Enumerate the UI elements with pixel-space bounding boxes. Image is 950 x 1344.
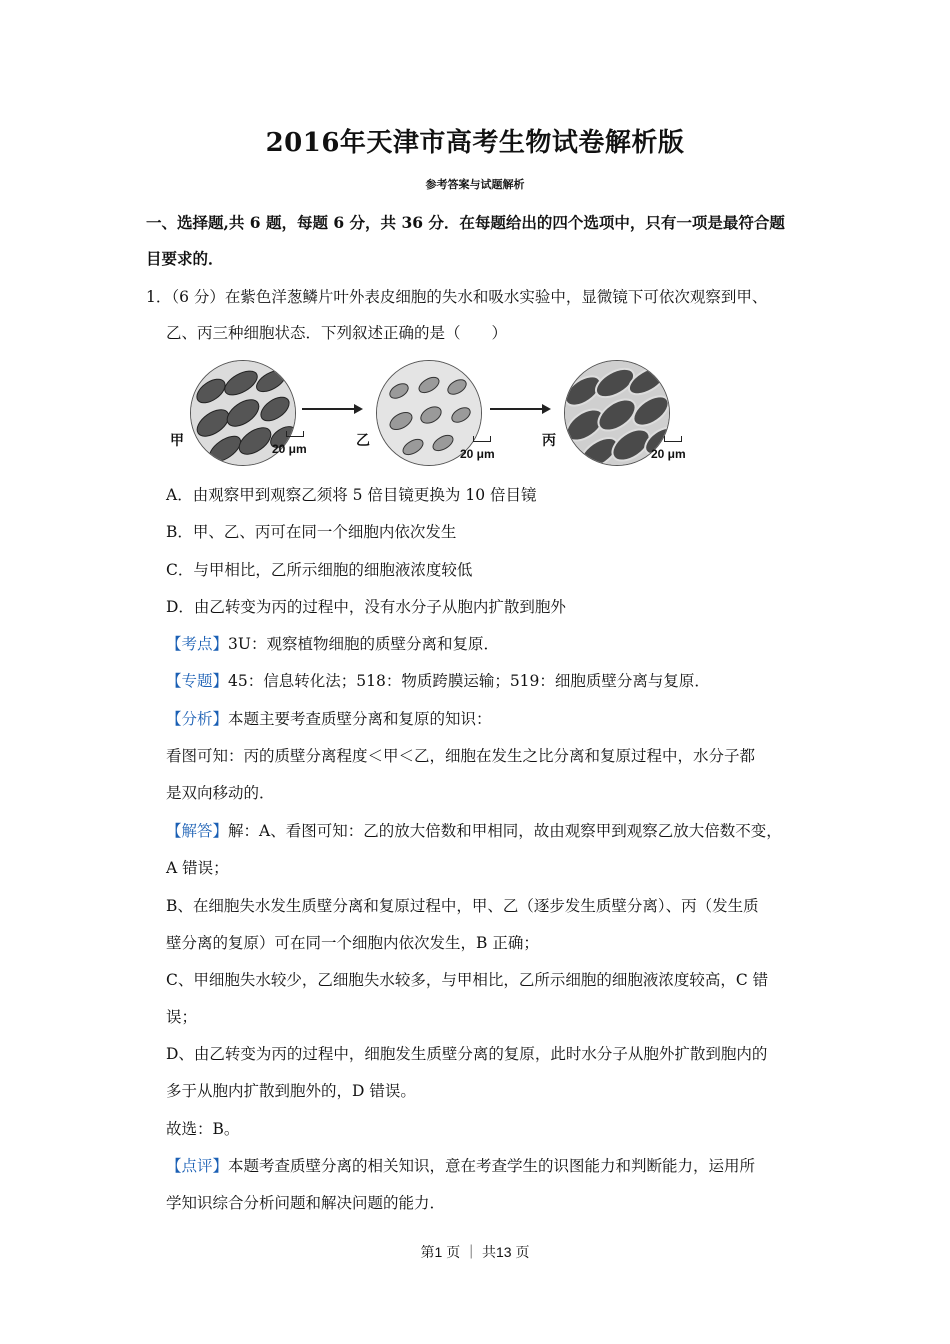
jieda-line-7: D、由乙转变为丙的过程中，细胞发生质壁分离的复原，此时水分子从胞外扩散到胞内的 (166, 1045, 768, 1063)
jieda-line-2: A 错误； (166, 859, 229, 877)
zhuanti-line (166, 670, 710, 692)
jieda-text: 解：A、看图可知：乙的放大倍数和甲相同，故由观察甲到观察乙放大倍数不变， (228, 822, 782, 840)
fenxi-line-2: 看图可知：丙的质壁分离程度＜甲＜乙，细胞在发生之比分离和复原过程中，水分子都 (166, 747, 756, 765)
kaodian-tag: 【考点】 (166, 635, 229, 653)
scale-bar-jia (286, 431, 304, 437)
page-footer: 第1 页 ｜ 共13 页 (420, 1244, 530, 1260)
kaodian-text: 3U：观察植物细胞的质壁分离和复原． (228, 635, 499, 653)
page-subtitle: 参考答案与试题解析 (425, 178, 525, 191)
jieda-line-9: 故选：B。 (166, 1120, 240, 1138)
scale-label-yi: 20 μm (460, 447, 495, 461)
dianping-text: 本题考查质壁分离的相关知识，意在考查学生的识图能力和判断能力，运用所 (228, 1157, 756, 1175)
arrow-right-icon (300, 402, 364, 416)
scale-bar-bing (664, 436, 682, 442)
option-c: C．与甲相比，乙所示细胞的细胞液浓度较低 (166, 561, 473, 579)
kaodian-line (166, 633, 499, 655)
jieda-line-4: 壁分离的复原）可在同一个细胞内依次发生，B 正确； (166, 934, 539, 952)
zhuanti-tag: 【专题】 (166, 672, 229, 690)
fenxi-tag: 【分析】 (166, 710, 229, 728)
cell-figure (168, 358, 698, 468)
label-bing: 丙 (542, 433, 556, 449)
jieda-tag: 【解答】 (166, 822, 229, 840)
page-title: 2016年天津市高考生物试卷解析版 (265, 128, 685, 158)
fenxi-line (166, 708, 492, 730)
section-heading-line-2: 目要求的． (146, 249, 224, 268)
dianping-line-2: 学知识综合分析问题和解决问题的能力． (166, 1194, 446, 1212)
jieda-line-8: 多于从胞内扩散到胞外的，D 错误。 (166, 1082, 416, 1100)
label-jia: 甲 (170, 433, 184, 449)
zhuanti-text: 45：信息转化法；518：物质跨膜运输；519：细胞质壁分离与复原． (228, 672, 710, 690)
fenxi-text: 本题主要考查质壁分离和复原的知识： (228, 710, 492, 728)
scale-label-jia: 20 μm (272, 442, 307, 456)
section-heading-line-1: 一、选择题,共 6 题，每题 6 分，共 36 分．在每题给出的四个选项中，只有一项是最符合题 (146, 213, 785, 232)
question-stem-line-1: 1．（6 分）在紫色洋葱鳞片叶外表皮细胞的失水和吸水实验中，显微镜下可依次观察到甲、 (146, 288, 768, 306)
jieda-line-5: C、甲细胞失水较少，乙细胞失水较多，与甲相比，乙所示细胞的细胞液浓度较高，C 错 (166, 971, 769, 989)
scale-label-bing: 20 μm (651, 447, 686, 461)
option-a: A．由观察甲到观察乙须将 5 倍目镜更换为 10 倍目镜 (166, 486, 537, 504)
arrow-right-icon (488, 402, 552, 416)
scale-bar-yi (473, 436, 491, 442)
dianping-tag: 【点评】 (166, 1157, 229, 1175)
jieda-line-1 (166, 820, 782, 842)
label-yi: 乙 (356, 433, 370, 449)
option-b: B．甲、乙、丙可在同一个细胞内依次发生 (166, 523, 457, 541)
option-d: D．由乙转变为丙的过程中，没有水分子从胞内扩散到胞外 (166, 598, 566, 616)
question-stem-line-2: 乙、丙三种细胞状态．下列叙述正确的是（ ） (166, 324, 508, 342)
fenxi-line-3: 是双向移动的． (166, 784, 275, 802)
jieda-line-6: 误； (166, 1008, 198, 1026)
dianping-line-1 (166, 1155, 755, 1177)
jieda-line-3: B、在细胞失水发生质壁分离和复原过程中，甲、乙（逐步发生质壁分离）、丙（发生质 (166, 897, 759, 915)
